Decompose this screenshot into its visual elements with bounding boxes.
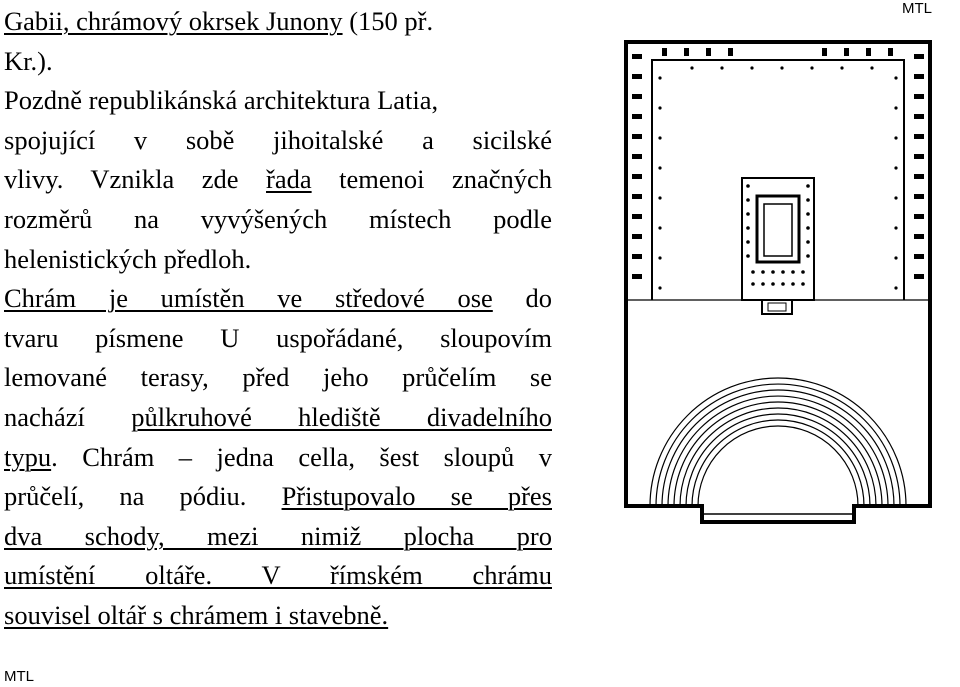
enclosure-wall — [626, 42, 930, 522]
theatre-cavea — [650, 378, 906, 506]
text-line-8: Chrám je umístěn ve středové ose do — [4, 283, 552, 314]
watermark-bottom: MTL — [4, 668, 34, 685]
text-line-12: typu. Chrám – jedna cella, šest sloupů v — [4, 441, 552, 472]
text-line-3: Pozdně republikánská architektura Latia, — [4, 85, 439, 116]
text-line-6: rozměrů na vyvýšených místech podle — [4, 203, 552, 234]
underlined-phrase: typu — [4, 441, 52, 472]
text-line-15: umístění oltáře. V římském chrámu — [4, 560, 552, 591]
text-line-14: dva schody, mezi nimiž plocha pro — [4, 520, 552, 551]
text-line-2: Kr.). — [4, 45, 53, 76]
temple-floor-plan — [622, 38, 934, 530]
text-line-1: Gabii, chrámový okrsek Junony (150 př. — [4, 6, 434, 36]
description-text — [4, 2, 552, 636]
underlined-phrase: řada — [266, 164, 312, 195]
underlined-phrase: Gabii, chrámový okrsek Junony — [4, 6, 343, 36]
underlined-phrase: půlkruhové hlediště divadelního — [131, 401, 552, 432]
text-line-10: lemované terasy, před jeho průčelím se — [4, 362, 552, 393]
underlined-phrase: Přistupovalo se přes — [281, 481, 552, 512]
altar — [762, 300, 792, 314]
text-line-5: vlivy. Vznikla zde řada temenoi značných — [4, 164, 552, 195]
text-line-4: spojující v sobě jihoitalské a sicilské — [4, 124, 552, 155]
watermark-top: MTL — [902, 0, 932, 17]
text-line-16: souvisel oltář s chrámem i stavebně. — [4, 599, 389, 630]
text-line-11: nachází půlkruhové hlediště divadelního — [4, 401, 552, 432]
portico-inner-line — [652, 60, 904, 300]
text-line-9: tvaru písmene U uspořádané, sloupovím — [4, 322, 552, 353]
underlined-phrase: Chrám je umístěn ve středové ose — [4, 283, 493, 314]
text-line-7: helenistických předloh. — [4, 243, 252, 274]
text-line-13: průčelí, na pódiu. Přistupovalo se přes — [4, 481, 552, 512]
